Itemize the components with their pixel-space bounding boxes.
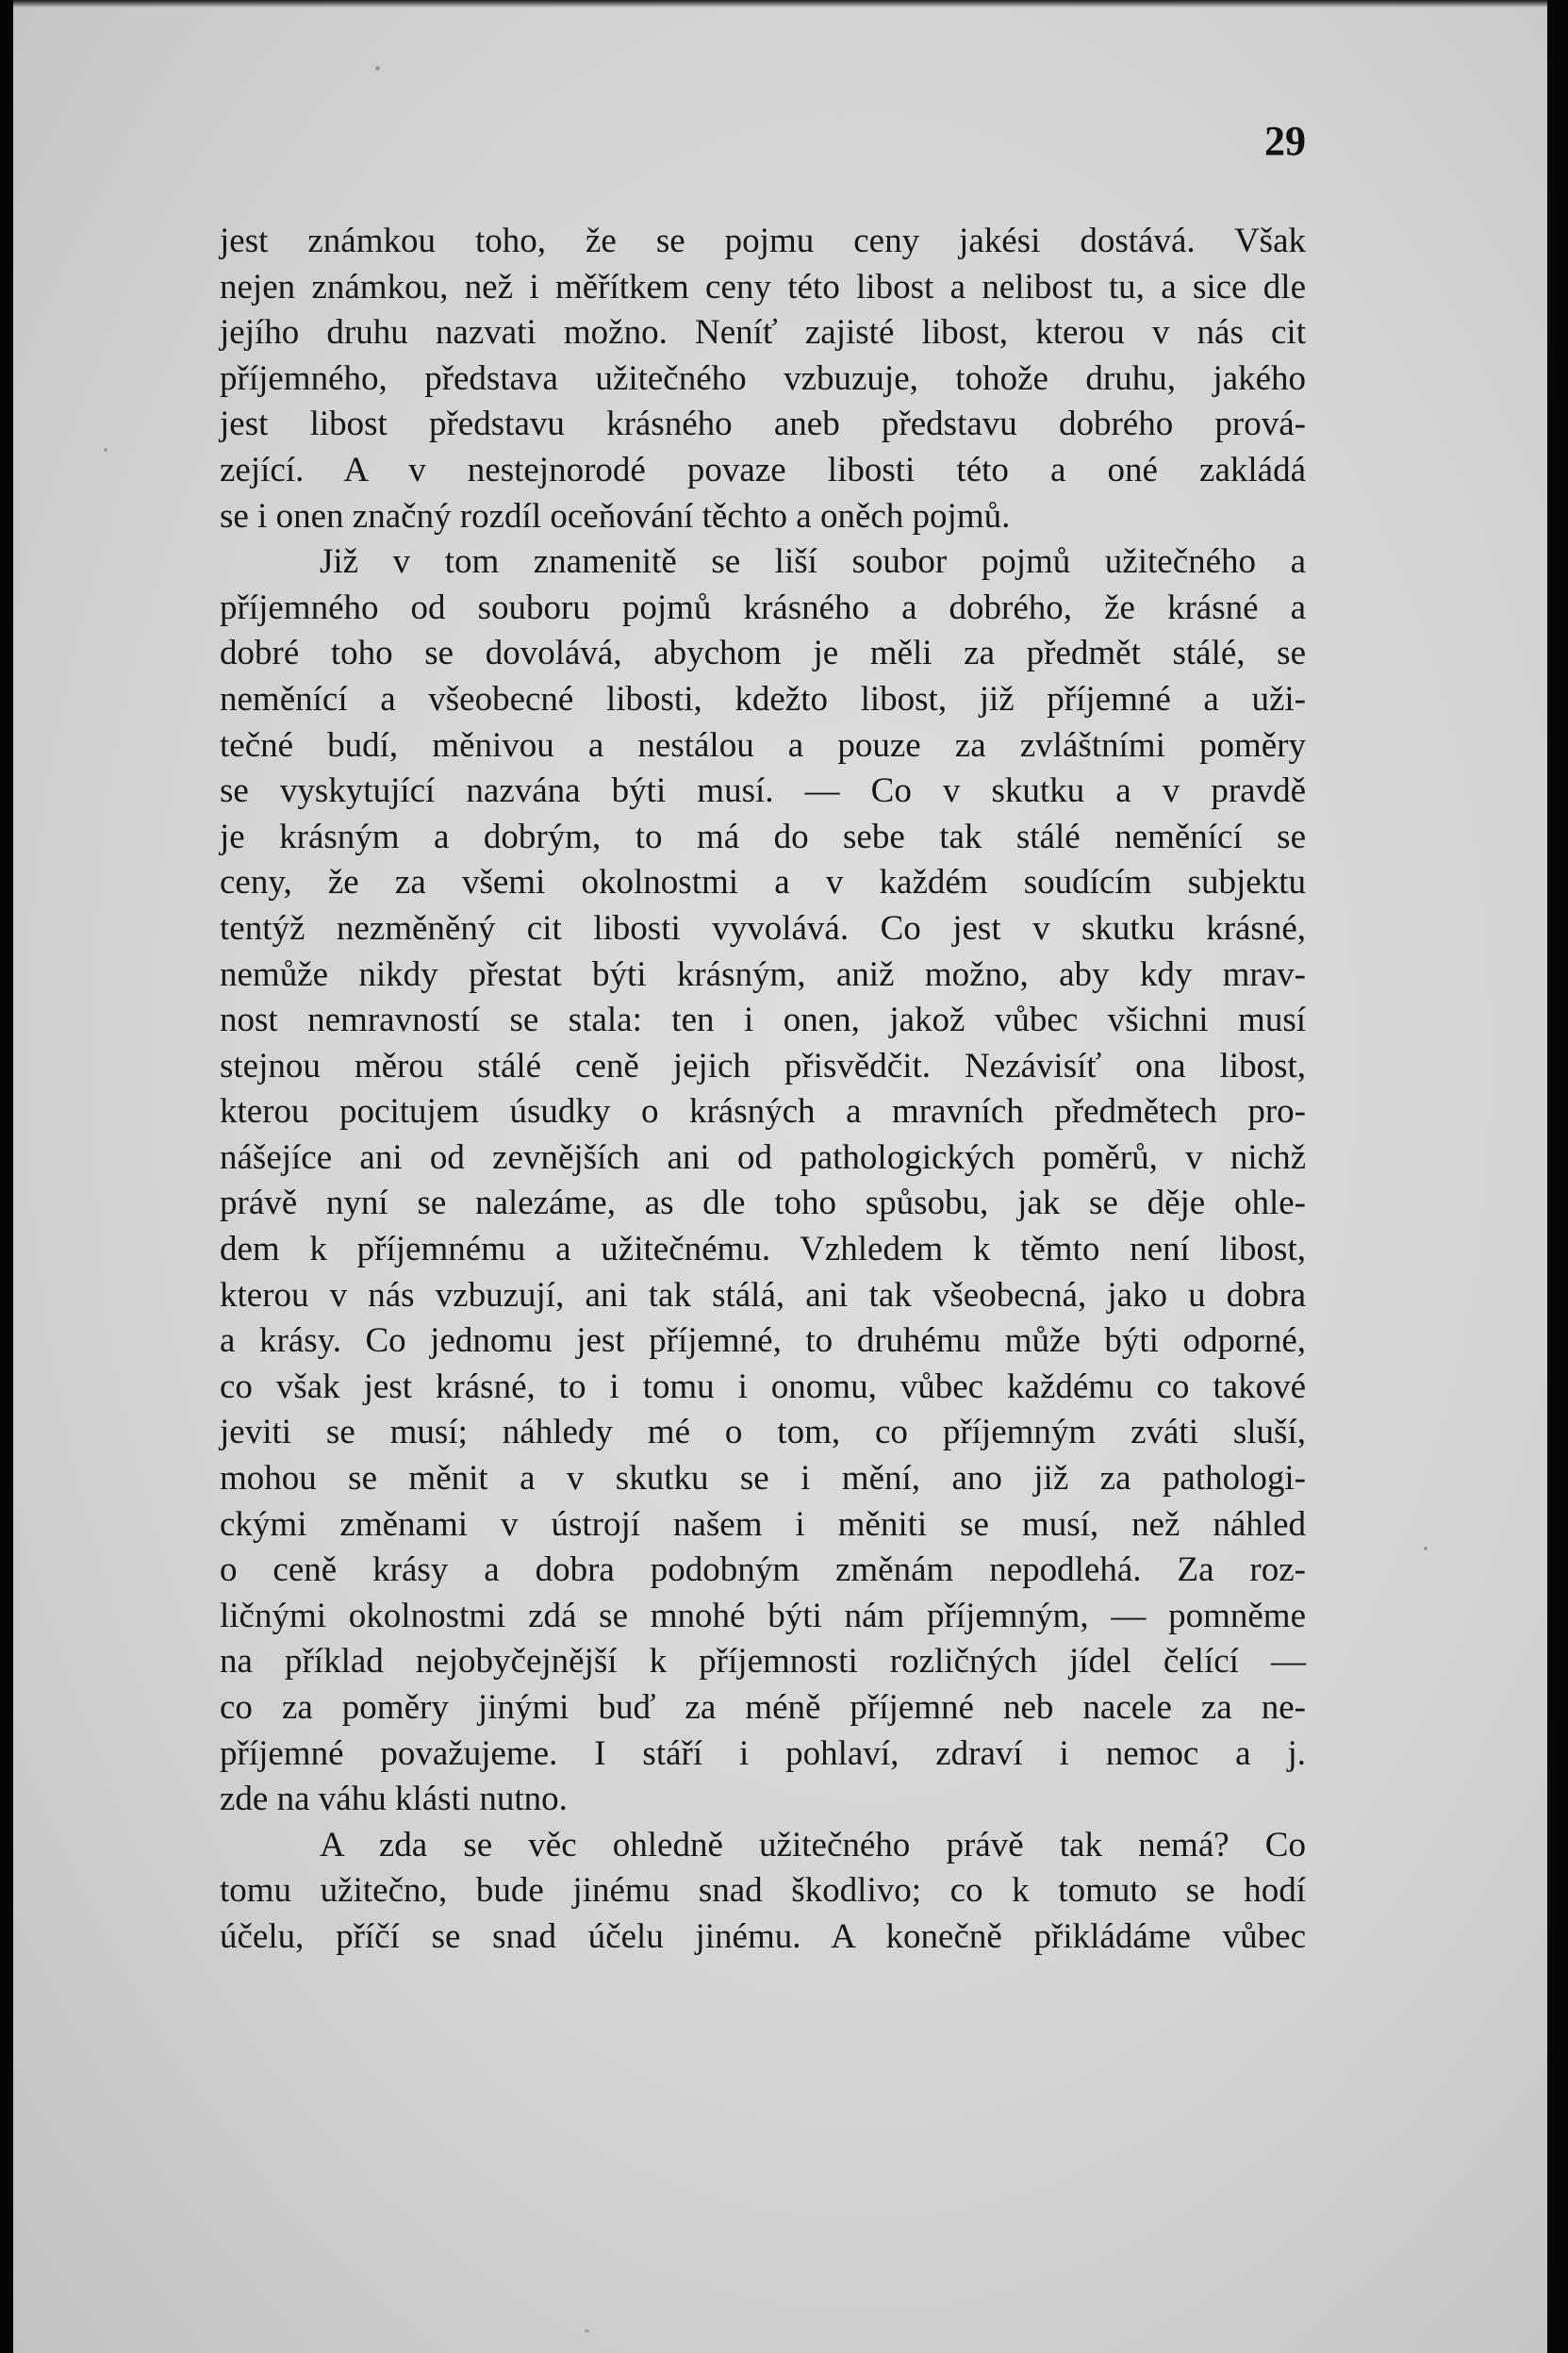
dust-speck <box>104 448 107 452</box>
body-text <box>220 219 1306 1961</box>
text-line: tomu užitečno, bude jinému snad škodlivo; co k tomuto se hodí <box>220 1871 1306 1911</box>
text-line: jejího druhu nazvati možno. Neníť zajisté libost, kterou v nás cit <box>220 313 1306 353</box>
text-line: kterou v nás vzbuzují, ani tak stálá, ani tak všeobecná, jako u dobra <box>220 1275 1306 1315</box>
text-line: A zda se věc ohledně užitečného právě tak nemá? Co <box>320 1825 1306 1864</box>
text-line: účelu, příčí se snad účelu jinému. A konečně přikládáme vůbec <box>220 1916 1306 1956</box>
text-line: neměnící a všeobecné libosti, kdežto libost, již příjemné a uži- <box>220 679 1306 719</box>
scan-left-edge <box>0 0 13 2353</box>
text-line: na příklad nejobyčejnější k příjemnosti rozličných jídel čelící — <box>220 1642 1306 1682</box>
page-number: 29 <box>1264 118 1306 164</box>
scan-right-edge <box>1547 0 1568 2353</box>
text-line: nost nemravností se stala: ten i onen, jakož vůbec všichni musí <box>220 1001 1306 1040</box>
dust-speck <box>375 66 380 71</box>
text-line: příjemného od souboru pojmů krásného a dobrého, že krásné a <box>220 588 1306 627</box>
text-line: nášejíce ani od zevnějších ani od pathologických poměrů, v nichž <box>220 1137 1306 1177</box>
text-line: jest známkou toho, že se pojmu ceny jakési dostává. Však <box>220 222 1306 260</box>
text-line: tečné budí, měnivou a nestálou a pouze za zvláštními poměry <box>220 725 1306 765</box>
text-line: mohou se měnit a v skutku se i mění, ano již za pathologi- <box>220 1459 1306 1499</box>
text-line: právě nyní se nalezáme, as dle toho spůsobu, jak se děje ohle- <box>220 1184 1306 1223</box>
text-line: kterou pocitujem úsudky o krásných a mravních předmětech pro- <box>220 1092 1306 1132</box>
text-line: se vyskytující nazvána býti musí. — Co v skutku a v pravdě <box>220 771 1306 811</box>
text-line: co za poměry jinými buď za méně příjemné neb nacele za ne- <box>220 1688 1306 1727</box>
text-line: jeviti se musí; náhledy mé o tom, co příjemným zváti sluší, <box>220 1413 1306 1452</box>
text-line: ckými změnami v ústrojí našem i měniti se musí, než náhled <box>220 1504 1306 1544</box>
scan-top-edge <box>0 0 1568 8</box>
text-line: příjemného, představa užitečného vzbuzuje, tohože druhu, jakého <box>220 358 1306 398</box>
text-line: dobré toho se dovolává, abychom je měli za předmět stálé, se <box>220 634 1306 673</box>
text-line: o ceně krásy a dobra podobným změnám nepodlehá. Za roz- <box>220 1550 1306 1590</box>
text-line: stejnou měrou stálé ceně jejich přisvědčit. Nezávisíť ona libost, <box>220 1046 1306 1085</box>
text-line: co však jest krásné, to i tomu i onomu, vůbec každému co takové <box>220 1367 1306 1406</box>
text-line: zde na váhu klásti nutno. <box>220 1780 568 1819</box>
text-line: ličnými okolnostmi zdá se mnohé býti nám příjemným, — pomněme <box>220 1596 1306 1635</box>
text-line: nejen známkou, než i měřítkem ceny této libost a nelibost tu, a sice dle <box>220 267 1306 307</box>
text-line: tentýž nezměněný cit libosti vyvolává. Co jest v skutku krásné, <box>220 908 1306 948</box>
text-line: jest libost představu krásného aneb představu dobrého prová- <box>220 405 1306 444</box>
text-line: se i onen značný rozdíl oceňování těchto a oněch pojmů. <box>220 496 1011 536</box>
dust-speck <box>1424 1547 1428 1550</box>
dust-speck <box>585 2329 589 2332</box>
text-line: příjemné považujeme. I stáří i pohlaví, zdraví i nemoc a j. <box>220 1733 1306 1773</box>
text-line: je krásným a dobrým, to má do sebe tak stálé neměnící se <box>220 817 1306 856</box>
text-line: ceny, že za všemi okolnostmi a v každém soudícím subjektu <box>220 863 1306 903</box>
text-line: a krásy. Co jednomu jest příjemné, to druhému může býti odporné, <box>220 1321 1306 1361</box>
text-line: zející. A v nestejnorodé povaze libosti této a oné zakládá <box>220 450 1306 489</box>
text-line: dem k příjemnému a užitečnému. Vzhledem k těmto není libost, <box>220 1230 1306 1269</box>
text-line: nemůže nikdy přestat býti krásným, aniž možno, aby kdy mrav- <box>220 954 1306 994</box>
text-line: Již v tom znamenitě se liší soubor pojmů užitečného a <box>320 542 1306 582</box>
